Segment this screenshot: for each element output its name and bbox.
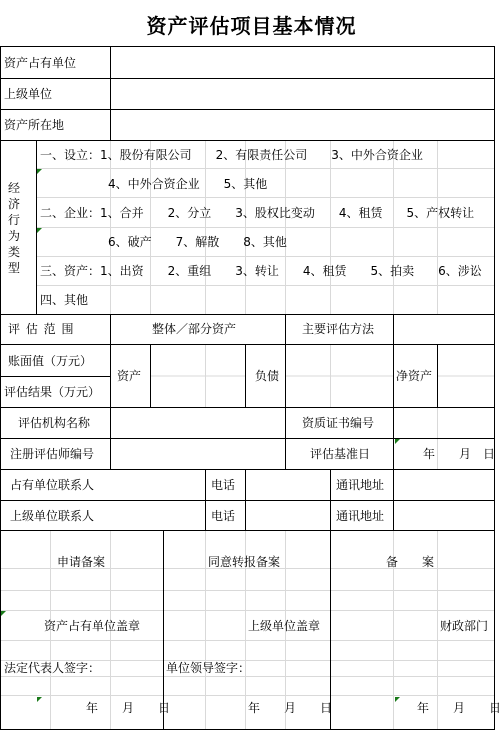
- book-value-label: 账面值（万元）: [8, 354, 93, 368]
- date-owner: 年 月 日: [86, 701, 171, 715]
- unit-leader-sign-label: 单位领导签字：: [166, 661, 251, 675]
- owner-unit-label: 资产占有单位: [4, 56, 77, 70]
- econ-line-assets: 三、资产：1、出资 2、重组 3、转让 4、租赁 5、拍卖 6、涉讼: [40, 264, 482, 278]
- cert-no-label: 资质证书编号: [302, 416, 375, 430]
- superior-seal-label: 上级单位盖章: [248, 619, 321, 633]
- base-date-value: 年 月 日: [423, 447, 496, 461]
- scope-label: 评 估 范 围: [8, 322, 75, 336]
- filing-label: 备 案: [386, 555, 435, 569]
- owner-address-label: 通讯地址: [336, 478, 385, 492]
- liabilities-label: 负债: [255, 369, 280, 383]
- net-assets-label: 净资产: [396, 369, 433, 383]
- appraiser-no-label: 注册评估师编号: [10, 447, 95, 461]
- asset-location-label: 资产所在地: [4, 118, 65, 132]
- agree-forward-label: 同意转报备案: [208, 555, 281, 569]
- econ-line-establish-cont: 4、中外合资企业 5、其他: [108, 177, 268, 191]
- comment-marker-icon: [37, 697, 42, 702]
- economic-behavior-label: 经济行为类型: [7, 181, 20, 275]
- method-label: 主要评估方法: [302, 322, 375, 336]
- base-date-label: 评估基准日: [310, 447, 371, 461]
- comment-marker-icon: [1, 611, 6, 616]
- owner-phone-label: 电话: [211, 478, 236, 492]
- comment-marker-icon: [395, 697, 400, 702]
- assets-label: 资产: [117, 369, 142, 383]
- date-finance: 年 月 日: [417, 701, 502, 715]
- page-title: 资产评估项目基本情况: [146, 14, 357, 38]
- superior-phone-label: 电话: [211, 509, 236, 523]
- scope-value: 整体／部分资产: [152, 322, 237, 336]
- owner-contact-label: 占有单位联系人: [10, 478, 95, 492]
- superior-unit-label: 上级单位: [4, 87, 53, 101]
- superior-contact-label: 上级单位联系人: [10, 509, 95, 523]
- agency-name-label: 评估机构名称: [18, 416, 91, 430]
- owner-seal-label: 资产占有单位盖章: [44, 619, 141, 633]
- comment-marker-icon: [395, 439, 400, 444]
- econ-line-enterprise-cont: 6、破产 7、解散 8、其他: [108, 235, 287, 249]
- econ-line-enterprise: 二、企业：1、合并 2、分立 3、股权比变动 4、租赁 5、产权转让: [40, 206, 475, 220]
- superior-address-label: 通讯地址: [336, 509, 385, 523]
- comment-marker-icon: [37, 169, 42, 174]
- finance-dept-label: 财政部门: [440, 619, 489, 633]
- apply-filing-label: 申请备案: [57, 555, 106, 569]
- comment-marker-icon: [37, 228, 42, 233]
- econ-line-other: 四、其他: [40, 293, 89, 307]
- legal-rep-sign-label: 法定代表人签字：: [4, 661, 101, 675]
- date-superior: 年 月 日: [248, 701, 333, 715]
- econ-line-establish: 一、设立：1、股份有限公司 2、有限责任公司 3、中外合资企业: [40, 148, 423, 162]
- eval-result-label: 评估结果（万元）: [4, 385, 101, 399]
